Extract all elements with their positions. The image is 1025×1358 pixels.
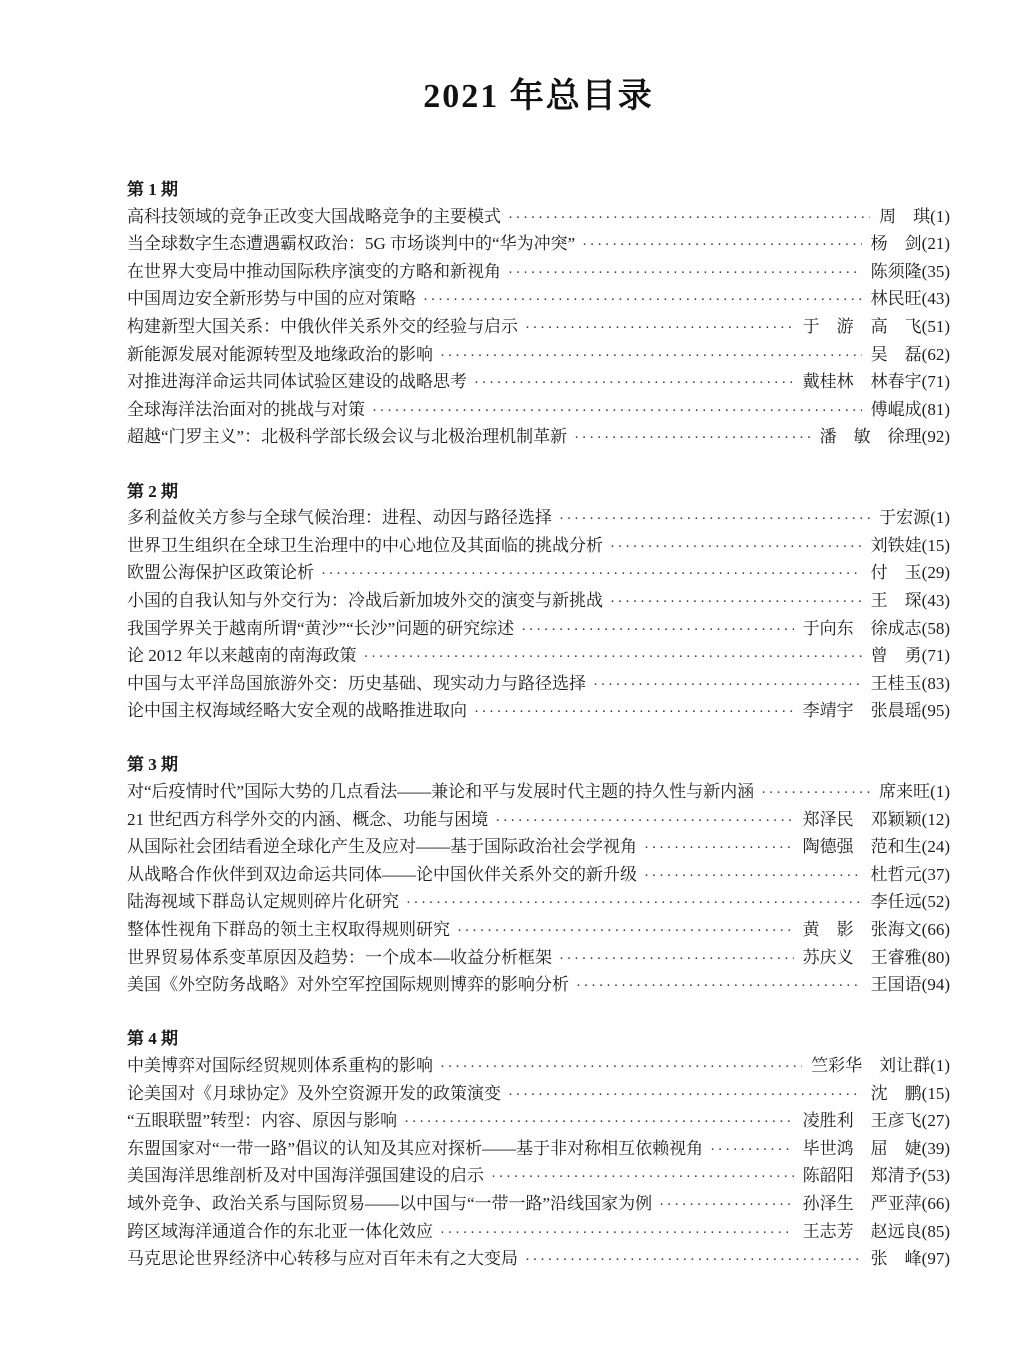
article-page: (43): [921, 289, 950, 309]
article-title: 全球海洋法治面对的挑战与对策: [127, 399, 365, 419]
article-page: (58): [921, 618, 950, 638]
article-page: (15): [921, 535, 950, 555]
article-title: 论 2012 年以来越南的南海政策: [127, 646, 357, 666]
issue-section: [127, 752, 950, 999]
article-page: (24): [921, 837, 950, 857]
toc-entry: [127, 779, 950, 807]
article-title: 在世界大变局中推动国际秩序演变的方略和新视角: [127, 261, 501, 281]
issue-label: 第 4 期: [127, 1029, 178, 1049]
article-authors: 林民旺: [870, 289, 922, 309]
article-authors: 席来旺: [879, 782, 931, 802]
article-page: (43): [921, 590, 950, 610]
toc-entry: [127, 505, 950, 533]
article-title: 从战略合作伙伴到双边命运共同体——论中国伙伴关系外交的新升级: [127, 864, 637, 884]
article-authors: 傅崐成: [870, 399, 922, 419]
article-page: (94): [921, 975, 950, 995]
article-authors: 陈须隆: [870, 261, 922, 281]
article-authors: 杨 剑: [870, 234, 922, 254]
article-page: (80): [921, 947, 950, 967]
article-page: (66): [921, 1193, 950, 1213]
article-page: (81): [921, 399, 950, 419]
toc-entry: [127, 698, 950, 726]
issue-section: [127, 479, 950, 726]
toc-entry: [127, 643, 950, 671]
article-authors: 杜哲元: [870, 864, 922, 884]
article-title: 中国周边安全新形势与中国的应对策略: [127, 289, 416, 309]
article-page: (52): [921, 892, 950, 912]
article-page: (95): [921, 701, 950, 721]
toc-entry: [127, 834, 950, 862]
article-authors: 刘铁娃: [870, 535, 922, 555]
toc-entry: [127, 533, 950, 561]
article-authors: 吴 磊: [870, 344, 922, 364]
toc-entry: [127, 862, 950, 890]
article-title: 多利益攸关方参与全球气候治理：进程、动因与路径选择: [127, 508, 552, 528]
dot-leader: [521, 616, 793, 644]
article-title: 新能源发展对能源转型及地缘政治的影响: [127, 344, 433, 364]
article-page: (83): [921, 673, 950, 693]
article-page: (29): [921, 563, 950, 583]
toc-entry: [127, 286, 950, 314]
article-authors: 沈 鹏: [870, 1083, 922, 1103]
article-authors: 陈韶阳 郑清予: [802, 1166, 922, 1186]
article-page: (35): [921, 261, 950, 281]
issue-label: 第 3 期: [127, 755, 178, 775]
article-authors: 陶德强 范和生: [802, 837, 922, 857]
article-page: (1): [930, 782, 950, 802]
article-authors: 王桂玉: [870, 673, 922, 693]
article-page: (71): [921, 646, 950, 666]
dot-leader: [372, 397, 862, 425]
article-authors: 周 琪: [879, 206, 931, 226]
dot-leader: [406, 889, 862, 917]
article-title: 域外竞争、政治关系与国际贸易——以中国与“一带一路”沿线国家为例: [127, 1193, 653, 1213]
issue-label: 第 1 期: [127, 180, 178, 199]
dot-leader: [644, 862, 862, 890]
article-title: 中美博弈对国际经贸规则体系重构的影响: [127, 1056, 433, 1075]
issue-label: 第 2 期: [127, 481, 178, 501]
dot-leader: [710, 1136, 794, 1164]
dot-leader: [644, 834, 794, 862]
dot-leader: [440, 1053, 802, 1081]
dot-leader: [659, 1191, 794, 1219]
article-authors: 李靖宇 张晨瑶: [802, 701, 922, 721]
toc-entry: [127, 342, 950, 370]
article-title: 论美国对《月球协定》及外空资源开发的政策演变: [127, 1083, 501, 1103]
article-authors: 曾 勇: [870, 646, 922, 666]
dot-leader: [508, 259, 862, 287]
dot-leader: [559, 505, 870, 533]
dot-leader: [440, 342, 862, 370]
article-title: 马克思论世界经济中心转移与应对百年未有之大变局: [127, 1249, 518, 1269]
dot-leader: [423, 286, 862, 314]
toc-entry: [127, 1053, 950, 1081]
toc-entry: [127, 588, 950, 616]
dot-leader: [593, 671, 862, 699]
article-page: (1): [930, 1056, 950, 1075]
toc-entry: [127, 1081, 950, 1109]
article-page: (92): [921, 427, 950, 447]
article-page: (97): [921, 1249, 950, 1269]
dot-leader: [576, 972, 862, 1000]
article-title: 世界卫生组织在全球卫生治理中的中心地位及其面临的挑战分析: [127, 535, 603, 555]
dot-leader: [610, 588, 862, 616]
dot-leader: [491, 1163, 794, 1191]
dot-leader: [404, 1108, 794, 1136]
article-title: 世界贸易体系变革原因及趋势：一个成本—收益分析框架: [127, 947, 552, 967]
toc-entry: [127, 1191, 950, 1219]
article-authors: 张 峰: [870, 1249, 922, 1269]
article-page: (37): [921, 864, 950, 884]
article-page: (51): [921, 316, 950, 336]
article-title: 小国的自我认知与外交行为：冷战后新加坡外交的演变与新挑战: [127, 590, 603, 610]
toc-entry: [127, 259, 950, 287]
entry-list: [127, 1053, 950, 1274]
toc-entry: [127, 560, 950, 588]
article-page: (66): [921, 920, 950, 940]
article-title: 论中国主权海域经略大安全观的战略推进取向: [127, 701, 467, 721]
article-authors: 王志芳 赵远良: [802, 1221, 922, 1241]
article-title: 陆海视域下群岛认定规则碎片化研究: [127, 892, 399, 912]
dot-leader: [440, 1219, 794, 1247]
issue-section: [127, 1026, 950, 1273]
dot-leader: [474, 698, 794, 726]
toc-entry: [127, 1136, 950, 1164]
dot-leader: [364, 643, 862, 671]
article-page: (1): [930, 508, 950, 528]
article-authors: 凌胜利 王彦飞: [802, 1111, 922, 1131]
toc-entry: [127, 917, 950, 945]
toc-entry: [127, 397, 950, 425]
article-page: (1): [930, 206, 950, 226]
article-title: 构建新型大国关系：中俄伙伴关系外交的经验与启示: [127, 316, 518, 336]
entry-list: [127, 779, 950, 1000]
article-title: 美国海洋思维剖析及对中国海洋强国建设的启示: [127, 1166, 484, 1186]
article-authors: 苏庆义 王睿雅: [802, 947, 922, 967]
article-authors: 王 琛: [870, 590, 922, 610]
article-title: 跨区域海洋通道合作的东北亚一体化效应: [127, 1221, 433, 1241]
article-page: (53): [921, 1166, 950, 1186]
toc-entry: [127, 889, 950, 917]
article-authors: 李任远: [870, 892, 922, 912]
entry-list: [127, 505, 950, 726]
article-authors: 孙泽生 严亚萍: [802, 1193, 922, 1213]
article-title: 超越“门罗主义”：北极科学部长级会议与北极治理机制革新: [127, 427, 568, 447]
article-authors: 于 游 高 飞: [802, 316, 922, 336]
article-authors: 于宏源: [879, 508, 931, 528]
article-page: (62): [921, 344, 950, 364]
article-page: (27): [921, 1111, 950, 1131]
article-page: (39): [921, 1138, 950, 1158]
article-title: 对推进海洋命运共同体试验区建设的战略思考: [127, 372, 467, 392]
article-title: 东盟国家对“一带一路”倡议的认知及其应对探析——基于非对称相互依赖视角: [127, 1138, 704, 1158]
entry-list: [127, 204, 950, 452]
article-authors: 郑泽民 邓颖颖: [802, 809, 922, 829]
toc-entry: [127, 972, 950, 1000]
article-page: (12): [921, 809, 950, 829]
toc-entry: [127, 671, 950, 699]
dot-leader: [559, 945, 794, 973]
article-title: 美国《外空防务战略》对外空军控国际规则博弈的影响分析: [127, 975, 569, 995]
article-title: 当全球数字生态遭遇霸权政治：5G 市场谈判中的“华为冲突”: [127, 234, 576, 254]
page-title: 2021 年总目录: [423, 78, 654, 115]
toc-entry: [127, 204, 950, 232]
toc-entry: [127, 616, 950, 644]
article-authors: 竺彩华 刘让群: [811, 1056, 931, 1075]
dot-leader: [508, 204, 870, 232]
toc-entry: [127, 369, 950, 397]
article-page: (21): [921, 234, 950, 254]
article-authors: 毕世鸿 屈 婕: [802, 1138, 922, 1158]
article-title: “五眼联盟”转型：内容、原因与影响: [127, 1111, 398, 1131]
toc-entry: [127, 1163, 950, 1191]
toc-entry: [127, 807, 950, 835]
article-page: (85): [921, 1221, 950, 1241]
toc-entry: [127, 945, 950, 973]
dot-leader: [525, 1246, 862, 1274]
article-authors: 王国语: [870, 975, 922, 995]
dot-leader: [761, 779, 870, 807]
article-authors: 黄 影 张海文: [802, 920, 922, 940]
article-title: 对“后疫情时代”国际大势的几点看法——兼论和平与发展时代主题的持久性与新内涵: [127, 782, 755, 802]
article-authors: 戴桂林 林春宇: [802, 372, 922, 392]
issue-section: [127, 177, 950, 452]
dot-leader: [574, 424, 811, 452]
article-authors: 付 玉: [870, 563, 922, 583]
dot-leader: [582, 231, 862, 259]
article-authors: 潘 敏 徐理: [819, 427, 922, 447]
toc-entry: [127, 1108, 950, 1136]
dot-leader: [525, 314, 794, 342]
dot-leader: [474, 369, 794, 397]
article-title: 整体性视角下群岛的领土主权取得规则研究: [127, 920, 450, 940]
dot-leader: [508, 1081, 862, 1109]
dot-leader: [457, 917, 794, 945]
toc-entry: [127, 314, 950, 342]
article-title: 从国际社会团结看逆全球化产生及应对——基于国际政治社会学视角: [127, 837, 637, 857]
article-authors: 于向东 徐成志: [802, 618, 922, 638]
article-title: 21 世纪西方科学外交的内涵、概念、功能与困境: [127, 809, 489, 829]
toc: [127, 177, 950, 1274]
toc-entry: [127, 231, 950, 259]
dot-leader: [495, 807, 793, 835]
article-title: 我国学界关于越南所谓“黄沙”“长沙”问题的研究综述: [127, 618, 515, 638]
article-title: 中国与太平洋岛国旅游外交：历史基础、现实动力与路径选择: [127, 673, 586, 693]
toc-entry: [127, 1219, 950, 1247]
article-title: 高科技领域的竞争正改变大国战略竞争的主要模式: [127, 206, 501, 226]
article-title: 欧盟公海保护区政策论析: [127, 563, 314, 583]
article-page: (71): [921, 372, 950, 392]
dot-leader: [610, 533, 862, 561]
toc-entry: [127, 1246, 950, 1274]
dot-leader: [321, 560, 862, 588]
article-page: (15): [921, 1083, 950, 1103]
toc-entry: [127, 424, 950, 452]
